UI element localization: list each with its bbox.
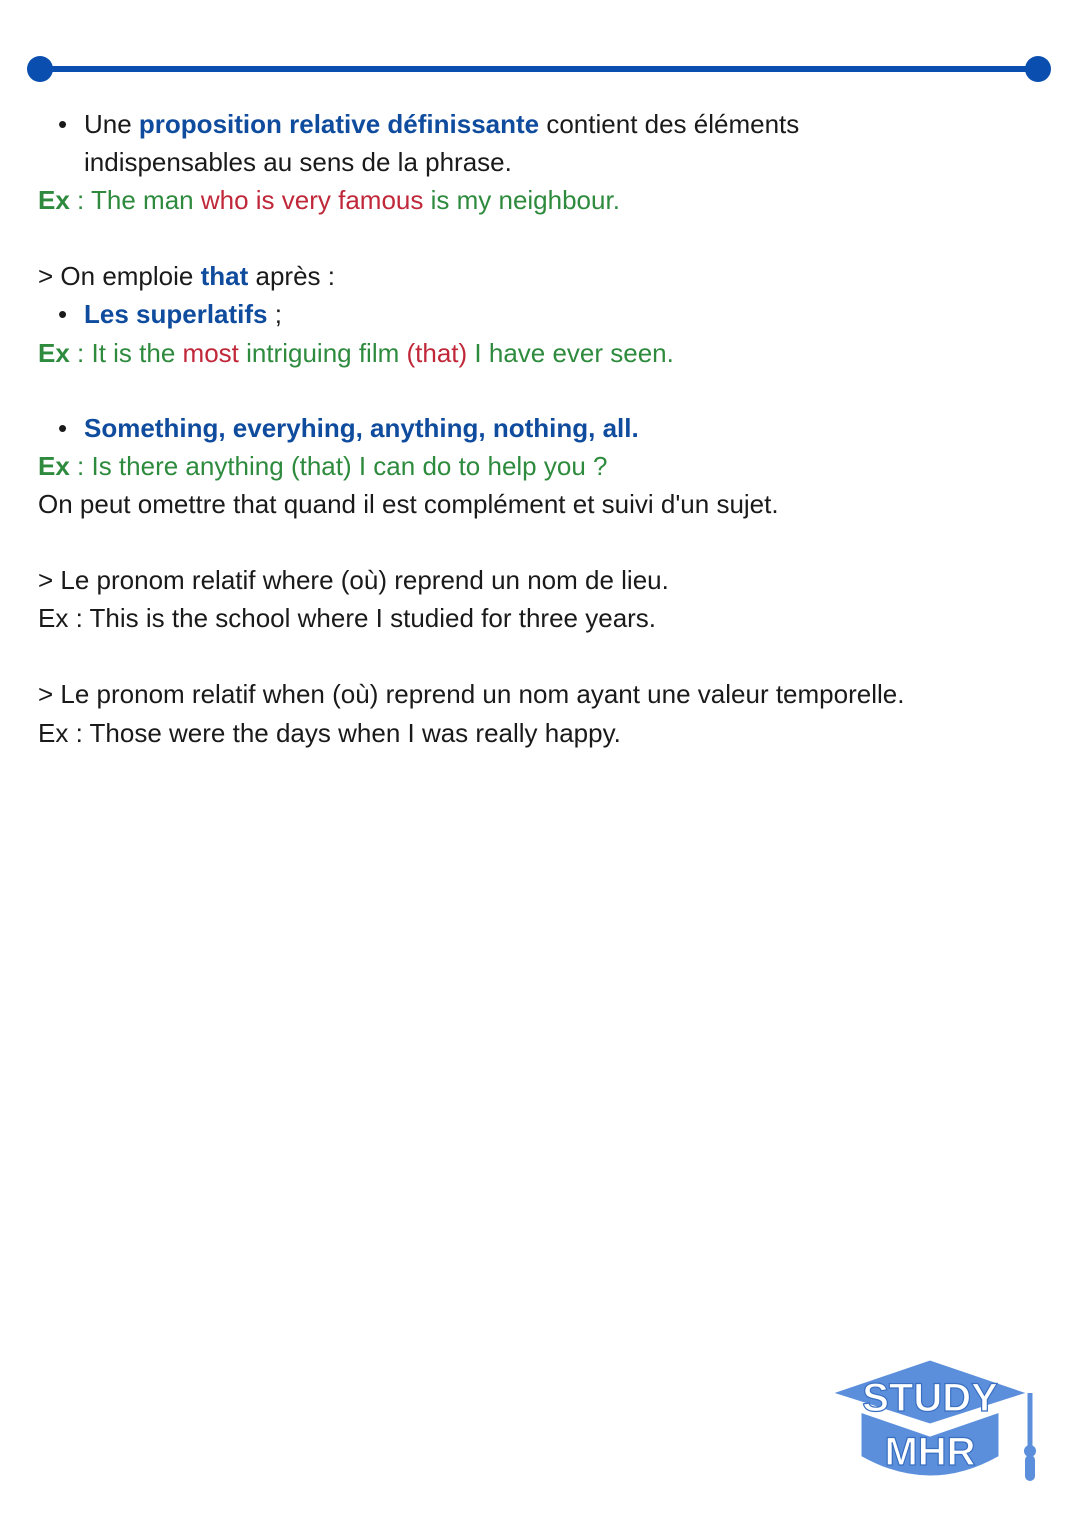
example-2: Ex : It is the most intriguing film (that) I have ever seen. [38,338,674,368]
omission-note: On peut omettre that quand il est complément et suivi d'un sujet. [38,489,779,519]
where-example: Ex : This is the school where I studied for three years. [38,603,657,633]
bullet-icon: • [58,109,68,139]
keyword: that [200,261,249,291]
example-3: Ex : Is there anything (that) I can do to help you ? [38,451,608,481]
bullet-icon: • [58,299,68,329]
keyword: Something, everyhing, anything, nothing, all. [84,413,639,443]
bullet-icon: • [58,413,68,443]
example-label: Ex [38,451,70,481]
example-label: Ex [38,338,70,368]
superlatives-bullet: • Les superlatifs ; [58,295,282,333]
that-rule-intro: > On emploie that après : [38,261,335,291]
when-rule: > Le pronom relatif when (où) reprend un nom ayant une valeur temporelle. [38,679,905,709]
header-rule-dot-left [27,56,53,82]
logo-text-line2: MHR [884,1430,976,1474]
example-1: Ex : The man who is very famous is my neighbour. [38,185,620,215]
example-label: Ex [38,185,70,215]
keyword: proposition relative définissante [138,109,540,139]
where-rule: > Le pronom relatif where (où) reprend un nom de lieu. [38,565,669,595]
definition-bullet: • Une proposition relative définissante contient des éléments [58,105,799,143]
when-example: Ex : Those were the days when I was really happy. [38,718,621,748]
study-mhr-logo [826,1355,1042,1495]
indefinite-pronouns-bullet [58,409,639,447]
header-rule [40,66,1040,72]
header-rule-dot-right [1025,56,1051,82]
definition-line-2: indispensables au sens de la phrase. [84,147,512,177]
logo-text-line1: STUDY [862,1376,998,1420]
keyword: Les superlatifs [84,299,268,329]
